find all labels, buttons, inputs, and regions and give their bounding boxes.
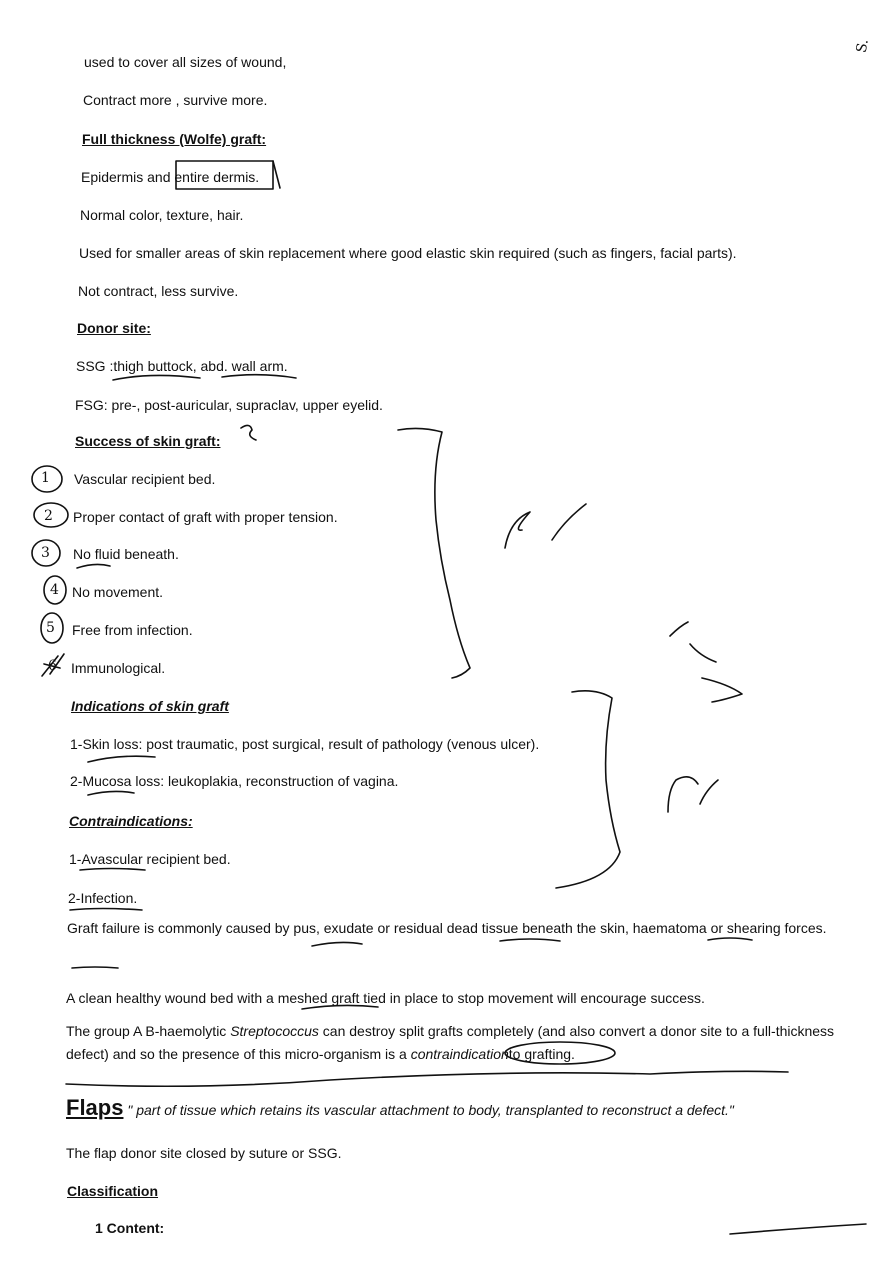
handwritten-number: 1	[41, 470, 50, 486]
classification-heading: Classification	[67, 1183, 159, 1199]
ink-bracket	[398, 428, 470, 678]
ink-underline	[70, 909, 142, 911]
ink-scribble	[670, 622, 742, 702]
ink-stroke	[273, 161, 280, 188]
organism-name: Streptococcus	[230, 1023, 319, 1039]
flaps-title: Flaps	[66, 1095, 124, 1120]
flaps-definition-line	[66, 1094, 734, 1124]
text-fragment: can destroy split grafts completely (and also convert a donor site to a full-thickness defect) and so the presence of this micro-organism is a	[66, 1023, 835, 1062]
content-item: 1 Content:	[95, 1220, 165, 1236]
handwritten-number: 3	[41, 545, 50, 561]
ink-underline	[88, 756, 155, 762]
ink-stroke	[730, 1224, 866, 1234]
ink-underline	[113, 375, 296, 380]
ink-underline	[72, 938, 752, 968]
indications-heading: Indications of skin graft	[71, 698, 229, 714]
success-item: Vascular recipient bed.	[74, 471, 216, 487]
streptococcus-paragraph	[66, 1020, 846, 1066]
success-item: Proper contact of graft with proper tension.	[73, 509, 338, 525]
text-line	[81, 168, 259, 186]
ink-underline	[88, 791, 134, 795]
ink-underline	[80, 869, 145, 871]
handwritten-number: 2	[44, 508, 53, 524]
text-fragment: Epidermis and	[81, 169, 175, 185]
flap-donor-line: The flap donor site closed by suture or SSG.	[66, 1145, 342, 1161]
graft-failure-paragraph: Graft failure is commonly caused by pus, exudate or residual dead tissue beneath the skin, haematoma or shearing forces.	[67, 920, 827, 936]
ink-underline	[77, 564, 110, 568]
contraindications-heading: Contraindications:	[69, 813, 193, 829]
ink-scribble	[505, 504, 586, 548]
circled-text: contraindication	[410, 1046, 509, 1062]
handwritten-corner-mark: S.	[853, 37, 872, 55]
handwritten-number: 6	[48, 658, 57, 674]
success-item: No fluid beneath.	[73, 546, 179, 562]
text-line: used to cover all sizes of wound,	[84, 54, 287, 70]
text-fragment: to grafting.	[508, 1046, 575, 1062]
ssg-line: SSG :thigh buttock, abd. wall arm.	[76, 358, 288, 374]
flaps-definition: " part of tissue which retains its vascular attachment to body, transplanted to reconstruct a defect."	[123, 1102, 734, 1118]
ink-scribble	[668, 777, 718, 812]
handwritten-number: 5	[46, 620, 55, 636]
success-heading: Success of skin graft:	[75, 433, 221, 449]
donor-site-heading: Donor site:	[77, 320, 151, 336]
indication-item: 1-Skin loss: post traumatic, post surgical, result of pathology (venous ulcer).	[70, 736, 540, 752]
ink-bracket	[556, 691, 620, 888]
contraindication-item: 2-Infection.	[68, 890, 138, 906]
indication-item: 2-Mucosa loss: leukoplakia, reconstruction of vagina.	[70, 773, 399, 789]
text-fragment: The group A B-haemolytic	[66, 1023, 231, 1039]
handwritten-number: 4	[50, 582, 59, 598]
success-item: Free from infection.	[72, 622, 193, 638]
ink-question-mark	[241, 425, 256, 440]
text-line: Normal color, texture, hair.	[80, 207, 244, 223]
ink-divider	[66, 1071, 788, 1086]
success-item: No movement.	[72, 584, 164, 600]
text-line: Contract more , survive more.	[83, 92, 268, 108]
clean-bed-paragraph: A clean healthy wound bed with a meshed graft tied in place to stop movement will encourage success.	[66, 990, 705, 1006]
success-item: Immunological.	[71, 660, 166, 676]
contraindication-item: 1-Avascular recipient bed.	[69, 851, 231, 867]
text-line: Not contract, less survive.	[78, 283, 239, 299]
boxed-text: entire dermis.	[174, 169, 260, 185]
fsg-line: FSG: pre-, post-auricular, supraclav, upper eyelid.	[75, 397, 383, 413]
full-thickness-heading: Full thickness (Wolfe) graft:	[82, 131, 267, 147]
text-line: Used for smaller areas of skin replacement where good elastic skin required (such as fingers, facial parts).	[79, 245, 737, 261]
